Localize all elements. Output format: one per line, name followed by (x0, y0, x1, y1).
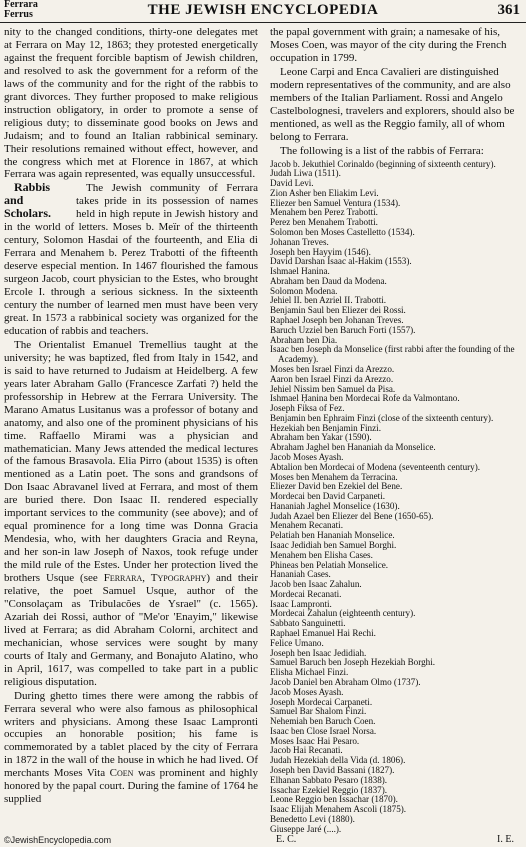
running-head-bottom: Ferrus (4, 9, 33, 20)
left-column (4, 26, 258, 806)
rabbi-list-item: Judah Azael ben Eliezer del Bene (1650-65). (270, 510, 434, 521)
rabbi-list-item: Jehiel Nissim ben Samuel da Pisa. (270, 383, 396, 394)
rabbi-list-item: Isaac Lampronti. (270, 598, 332, 609)
rabbi-list-item: Menahem ben Elisha Cases. (270, 549, 373, 560)
rabbi-list-item: Abtalion ben Mordecai of Modena (seventeenth century). (270, 461, 481, 472)
rabbi-list-item: Abraham ben Dia. (270, 334, 338, 345)
rabbi-list-item: Judah Liwa (1511). (270, 168, 341, 179)
rabbi-list-item: Judah Hezekiah della Vida (d. 1806). (270, 755, 406, 766)
rabbi-list-item: Phineas ben Pelatiah Monselice. (270, 559, 389, 570)
rabbi-list-item: Solomon ben Moses Castelletto (1534). (270, 227, 415, 237)
rabbi-list-item: Pelatiah ben Hananiah Monselice. (270, 530, 395, 541)
rabbi-list-item: Elisha Michael Finzi. (270, 667, 349, 678)
rabbi-list-item: Jacob Hai Recanati. (270, 745, 343, 756)
rabbi-list-item: Sabbato Sanguinetti. (270, 618, 346, 629)
rabbi-list-item: Hezekiah ben Benjamin Finzi. (270, 422, 381, 433)
paragraph-orientalist-text-a: The Orientalist Emanuel Tremellius taught at the university; he was baptized, fled from Italy in 1542, and is said to have returned to Judaism at Heidelberg. A few years later Abraham Gallo (Francesce Zarfati ?) held the professorship in Hebrew at the Ferrara University. The Marano Amatus Lusitanus was a professor of botany and anatomy, and also one of the prominent physicians of his time. Raffaello Mirami was a physician and mathematician. Many Jews attended the medical lectures of the famous Brasavola. Elia Pirro (about 1535) is often mentioned as a Latin poet. The sons and grandsons of Don Isaac Abravanel lived at Ferrara, and most of them are buried there. Don Isaac II. rendered especially important services to the community (see above); and of equal prominence for a long time was Donna Gracia Mendesia, who, with her daughters Gracia and Reyna, and her son-in law Joseph of Naxos, took refuge under the mild rule of the Estes. Under her protection lived the brothers Usque (see (4, 338, 258, 585)
rabbi-list-item: Mordecai Recanati. (270, 588, 342, 599)
rabbi-list-item: Johanan Treves. (270, 236, 329, 247)
rabbi-list-item: Samuel Baruch ben Joseph Hezekiah Borghi. (270, 657, 436, 668)
rabbi-list-item: Moses ben Menahem da Terracina. (270, 471, 398, 482)
rabbi-list-item: Isaac Elijah Menahem Ascoli (1875). (270, 804, 407, 815)
rabbi-list-item: Isaac ben Joseph da Monselice (first rabbi after the founding of the Academy). (270, 344, 515, 365)
paragraph-list-intro: The following is a list of the rabbis of Ferrara: (280, 144, 484, 157)
rabbi-list-item: Abraham ben Yakar (1590). (270, 432, 372, 443)
rabbi-list-item: Isaac ben Close Israel Norsa. (270, 725, 377, 736)
rabbi-list-item: David Darshan Isaac al-Hakim (1553). (270, 256, 412, 267)
rabbi-list-item: Solomon Modena. (270, 285, 338, 296)
paragraph-ghetto-text-a: During ghetto times there were among the rabbis of Ferrara several who were also famous as philosophical writers and physicians. Among these Isaac Lampronti occupies an honorable position; his fame is commemorated by a tablet placed by the city of Ferrara in 1872 in the wall of the house in which he had lived. Of merchants Moses Vita (4, 689, 258, 780)
rabbi-list-item: Jacob Daniel ben Abraham Olmo (1737). (270, 676, 421, 687)
page-title: THE JEWISH ENCYCLOPEDIA (147, 2, 379, 18)
rabbi-list-item: Abraham ben Daud da Modena. (270, 275, 387, 286)
rabbi-list-item: Isaac Jedidiah ben Samuel Borghi. (270, 540, 397, 550)
running-head-top: Ferrara (4, 0, 38, 10)
rabbi-list-item: Perez ben Menahem Trabotti. (270, 217, 378, 228)
rabbi-list-item: Benedetto Levi (1880). (270, 813, 355, 824)
rabbi-list-item: Ishmael Hanina. (270, 266, 330, 277)
rabbi-list-item: Mordecai Zahalun (eighteenth century). (270, 608, 416, 619)
paragraph-orientalist (4, 339, 258, 689)
rabbi-list-item: Felice Umano. (270, 637, 324, 648)
rabbi-list-item: Mordecai ben David Carpaneti. (270, 491, 386, 502)
rabbi-list-item: Moses ben Israel Finzi da Arezzo. (270, 363, 395, 374)
rabbi-list-item: Benjamin ben Ephraim Finzi (close of the sixteenth century). (270, 412, 494, 423)
paragraph-community-pride (4, 182, 258, 337)
rabbi-list-item: Menahem Recanati. (270, 520, 343, 531)
copyright-footer: ©JewishEncyclopedia.com (4, 835, 112, 845)
paragraph-congress: nity to the changed conditions, thirty-one delegates met at Ferrara on May 12, 1863; they protested energetically against the frequent forcible baptism of Jewish children, and resolved to ask the government for a reform of the laws of the community and for the right of the rabbis to grant divorces. They further proposed to make religious instruction obligatory, in order to promote a sense of religious duty; to disseminate good books on Jews and Judaism; and to found an Italian rabbinical seminary. Their resolutions remained without effect, however, and the congress which met at Florence in 1867, at which Ferrara was again represented, was equally unsuccessful. (4, 26, 258, 181)
paragraph-modern-representatives: Leone Carpi and Enca Cavalieri are distinguished modern representatives of the community, and are also members of the Italian Parliament. Rossi and Angelo Castelbolognesi, travelers and explorers, should also be mentioned, as well as the Reggio family, all of whom belong to Ferrara. (270, 65, 515, 143)
rabbi-list-item: Jacob Moses Ayash. (270, 451, 344, 462)
signatures (270, 834, 522, 846)
rabbi-list-item: Samuel Bar Shalom Finzi. (270, 706, 367, 717)
rabbi-list-item: Baruch Uzziel ben Baruch Forti (1557). (270, 324, 416, 335)
rabbi-list-item: Eliezer ben Samuel Ventura (1534). (270, 197, 401, 208)
rabbi-list-item: Joseph Fiksa of Fez. (270, 403, 345, 414)
rabbi-list-item: Joseph ben Hayyim (1546). (270, 246, 371, 257)
rabbi-list-item: Raphael Joseph ben Johanan Treves. (270, 315, 404, 326)
rabbi-list-item: Jacob ben Isaac Zahalun. (270, 579, 362, 590)
rabbi-list-item: Giuseppe Jaré (....). (270, 823, 342, 834)
cross-reference-coen[interactable]: Coen (109, 767, 134, 780)
rabbi-list-item: Leone Reggio ben Issachar (1870). (270, 794, 398, 805)
rabbi-list-item: Elhanan Sabbato Pesaro (1838). (270, 774, 388, 785)
rabbi-list-item: Eliezer David ben Ezekiel del Bene. (270, 481, 403, 492)
rabbi-list-item: Nehemiah ben Baruch Coen. (270, 716, 376, 727)
right-column (270, 26, 522, 846)
rabbi-list-item: Aaron ben Israel Finzi da Arezzo. (270, 373, 394, 384)
rabbi-list-item: Benjamin Saul ben Eliezer dei Rossi. (270, 305, 406, 316)
rabbi-list-item: Ishmael Ḥanina ben Mordecai Rofe da Valmontano. (270, 393, 460, 404)
rabbi-list-item: Menahem ben Perez Trabotti. (270, 207, 378, 218)
rabbi-list-item: Issachar Ezekiel Reggio (1837). (270, 784, 388, 795)
rabbi-list-item: Abraham Jaghel ben Hananiah da Monselice. (270, 442, 436, 453)
rabbi-list-item: Jacob Moses Ayash. (270, 686, 344, 697)
rabbi-list-item: Jehiel II. ben Azriel II. Trabotti. (270, 295, 387, 306)
paragraph-ghetto-text-b: was prominent and highly honored by the papal court. During the famine of 1764 he supplied (4, 767, 258, 806)
rabbi-list (270, 160, 522, 835)
rabbi-list-item: Jacob b. Jekuthiel Corinaldo (beginning of sixteenth century). (270, 158, 496, 169)
rabbi-list-item: Raphael Emanuel Hai Rechi. (270, 628, 376, 639)
sidehead-rabbis-and-scholars: Rabbis and Scholars. (4, 180, 52, 221)
rabbi-list-item: Moses Isaac Hai Pesaro. (270, 735, 360, 746)
author-initials-right: I. E. (497, 834, 514, 846)
paragraph-orientalist-text-b: ) and their relative, the poet Samuel Usque, author of the "Consolaçam as Tribulacões de Ysrael" (c. 1565). Azariah dei Rossi, author of "Me'or 'Enayim," likewise lived at Ferrara; as did Abraham Colorni, architect and mechanician, whose services were sought by many courts of Italy and Germany, and Bonajuto Alatino, who in April, 1617, was compelled to take part in a public religious disputation. (4, 572, 258, 688)
rabbi-list-item: Zion Asher ben Eliakim Levi. (270, 187, 379, 198)
rabbi-list-item: Joseph ben Isaac Jedidiah. (270, 647, 367, 658)
author-initials-left: E. C. (276, 834, 297, 846)
page-number: 361 (497, 2, 520, 18)
page-header (0, 0, 526, 23)
paragraph-famine-cont: the papal government with grain; a namesake of his, Moses Coen, was mayor of the city during the French occupation in 1799. (270, 26, 507, 64)
paragraph-ghetto-times (4, 690, 258, 807)
rabbi-list-item: Hananiah Cases. (270, 569, 331, 580)
rabbi-list-item: Hananiah Jaghel Monselice (1630). (270, 500, 400, 511)
paragraph-community-pride-text: The Jewish community of Ferrara takes pride in its possession of names held in high repute in Jewish history and in the world of letters. Moses b. Meïr of the thirteenth century, Solomon Hasdai of the fourteenth, and Elia di Ferrara and Menahem b. Perez Trabotti of the fifteenth deserve especial mention. In 1467 flourished the famous surgeon Jacob, court physician to the Estes, who brought Ercole I. through a serious sickness. In the sixteenth century the number of learned men must have been very great. In 1573 a rabbinical society was organized for the education of rabbis and teachers. (4, 182, 258, 337)
rabbi-list-item: David Levi. (270, 178, 314, 189)
rabbi-list-item: Joseph Mordecai Carpaneti. (270, 696, 373, 707)
rabbi-list-item: Joseph ben David Bassani (1827). (270, 764, 395, 775)
cross-reference-typography[interactable]: Ferrara, Typography (103, 572, 207, 585)
